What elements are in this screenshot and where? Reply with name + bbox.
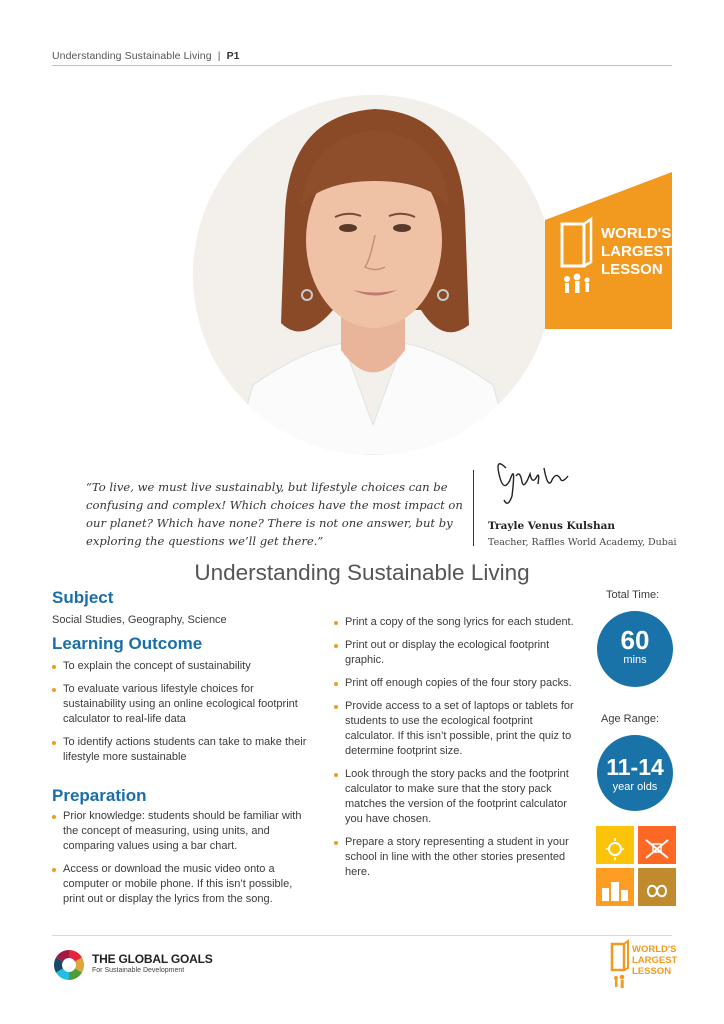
header-divider bbox=[52, 65, 672, 66]
sdg-12-icon bbox=[638, 868, 676, 906]
header-text bbox=[52, 50, 240, 62]
age-range-label: Age Range: bbox=[601, 713, 660, 725]
quote-divider bbox=[473, 470, 474, 546]
list-item: Print a copy of the song lyrics for each student. bbox=[334, 615, 574, 630]
list-item: To explain the concept of sustainability bbox=[52, 659, 314, 674]
total-time-value: 60 bbox=[620, 625, 650, 655]
badge-line-1: WORLD'S bbox=[601, 225, 672, 242]
teacher-portrait bbox=[193, 95, 553, 455]
author-name: Trayle Venus Kulshan bbox=[488, 520, 616, 532]
total-time-badge bbox=[597, 611, 673, 687]
total-time-unit: mins bbox=[623, 654, 647, 666]
global-goals-subtitle: For Sustainable Development bbox=[92, 967, 185, 974]
list-item: To evaluate various lifestyle choices for sustainability using an online ecological footprint calculator to real-life data bbox=[52, 682, 314, 727]
preparation-list bbox=[52, 809, 307, 915]
header-separator: | bbox=[217, 50, 221, 62]
list-item: Print out or display the ecological footprint graphic. bbox=[334, 638, 574, 668]
list-item: Access or download the music video onto a computer or mobile phone. If this isn’t possible, print out or display the lyrics from the song. bbox=[52, 862, 307, 907]
logo-line-1: WORLD'S bbox=[632, 944, 677, 955]
logo-line-3: LESSON bbox=[632, 966, 672, 977]
author-role: Teacher, Raffles World Academy, Dubai bbox=[488, 537, 677, 548]
sdg-11-icon bbox=[596, 868, 634, 906]
preparation-list-continued bbox=[334, 615, 574, 888]
footer-divider bbox=[52, 935, 672, 936]
total-time-label: Total Time: bbox=[606, 589, 660, 601]
global-goals-wheel-icon bbox=[52, 948, 86, 982]
preparation-heading: Preparation bbox=[52, 786, 147, 805]
book-icon bbox=[612, 941, 628, 988]
age-range-unit: year olds bbox=[612, 781, 658, 793]
list-item: To identify actions students can take to make their lifestyle more sustainable bbox=[52, 735, 314, 765]
list-item: Look through the story packs and the footprint calculator to make sure that the story pack matches the version of the footprint calculator you have chosen. bbox=[334, 767, 574, 827]
author-signature bbox=[486, 450, 576, 510]
learning-outcome-heading: Learning Outcome bbox=[52, 634, 203, 653]
learning-outcome-list bbox=[52, 659, 314, 773]
sdg-icons-grid bbox=[596, 826, 676, 906]
teacher-quote: “To live, we must live sustainably, but lifestyle choices can be confusing and complex! Which choices have the most impact on our planet? Which have none? There is not one answer, but by exploring the questions we’ll get there.” bbox=[86, 480, 463, 548]
worlds-largest-lesson-logo bbox=[608, 938, 678, 998]
badge-line-3: LESSON bbox=[601, 261, 663, 278]
age-range-badge bbox=[597, 735, 673, 811]
worlds-largest-lesson-badge bbox=[545, 172, 672, 329]
global-goals-title: THE GLOBAL GOALS bbox=[92, 952, 213, 966]
age-range-value: 11-14 bbox=[606, 754, 664, 780]
logo-line-2: LARGEST bbox=[632, 955, 678, 966]
list-item: Provide access to a set of laptops or tablets for students to use the ecological footprint calculator. If this isn’t possible, print the quiz to determine footprint size. bbox=[334, 699, 574, 759]
list-item: Prior knowledge: students should be familiar with the concept of measuring, using units, and comparing values using a bar chart. bbox=[52, 809, 307, 854]
lesson-title: Understanding Sustainable Living bbox=[194, 560, 530, 585]
subject-heading: Subject bbox=[52, 588, 114, 607]
list-item: Prepare a story representing a student in your school in line with the other stories presented here. bbox=[334, 835, 574, 880]
sdg-9-icon bbox=[638, 826, 676, 864]
header-title: Understanding Sustainable Living bbox=[52, 50, 212, 62]
subject-text: Social Studies, Geography, Science bbox=[52, 614, 227, 626]
page-number: P1 bbox=[226, 50, 240, 62]
list-item: Print off enough copies of the four story packs. bbox=[334, 676, 574, 691]
badge-line-2: LARGEST bbox=[601, 243, 672, 260]
sdg-7-icon bbox=[596, 826, 634, 864]
